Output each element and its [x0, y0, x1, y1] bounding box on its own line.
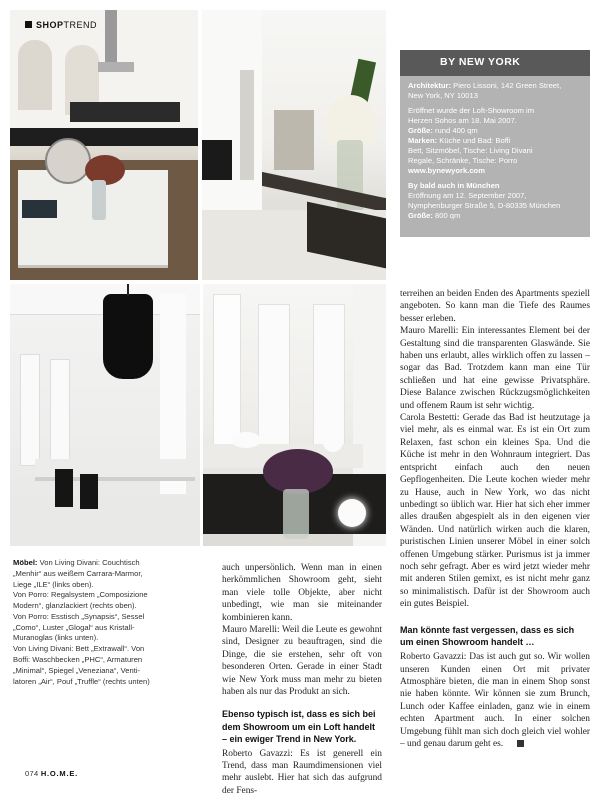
info-opened-1: Eröffnet wurde der Loft-Showroom im	[408, 106, 535, 116]
paragraph: Mauro Marelli: Weil die Leute es gewohnt sind, Designer zu beauftragen, sind die Dinge, die sie erstehen, sehr oft von besonderen Orten. Gerade in einer Stadt wie New York muss man mehr zu bieten haben als nur das Produkt an sich.	[222, 625, 382, 698]
interview-question: Ebenso typisch ist, dass es sich bei dem Showroom um ein Loft handelt – ein ewiger Trend in New York.	[222, 709, 376, 744]
paragraph: Mauro Marelli: Ein interessantes Element bei der Gestaltung sind die transparenten Glaswände. Sie haben uns erlaubt, alles wirklich offen zu lassen – sogar das Bad. Trotzdem kann man eine Tür schließen und hat eine gewisse Privatsphäre. Diese Balance zwischen Rückzugsmöglichkeiten und offenem Raum ist sehr wichtig.	[400, 326, 590, 411]
text-column-right-lower	[400, 614, 590, 750]
photo-bedroom-bottom-right	[203, 284, 386, 546]
info-brands: Marken: Küche und Bad: Boffi	[408, 135, 511, 145]
furniture-caption: Möbel: Von Living Divani: Couchtisch „Menhir“ aus weißem Carrara-Marmor, Liege „ILE“ (links oben). Von Porro: Regalsystem „Composizione Modern“, glanzlackiert (rechts oben). Von Porro: Esstisch „Synapsis“, Sessel „Como“, Luster „Glogal“ aus Kristall- Muranoglas (links unten). Von Living Divani: Bett „Extrawall“. Von Boffi: Waschbecken „PHC“, Armaturen „Minimal“, Spiegel „Veneziana“, Venti- latoren „Air“, Pouf „Truffle“ (rechts unten)	[13, 558, 150, 686]
info-box	[400, 50, 590, 237]
info-munich-1: Eröffnung am 12. September 2007,	[408, 191, 527, 201]
info-munich-2: Nymphenburger Straße 5, D-80335 München	[408, 201, 561, 211]
header-shop: SHOP	[36, 20, 64, 30]
photo-dining-bottom-left	[10, 284, 200, 546]
header-trend: TREND	[63, 20, 98, 30]
info-munich-size: Größe: 800 qm	[408, 210, 461, 220]
info-architect: Architektur: Piero Lissoni, 142 Green Street,	[408, 80, 562, 90]
info-size: Größe: rund 400 qm	[408, 126, 478, 136]
page-footer	[25, 769, 78, 778]
magazine-name: H.O.M.E.	[40, 769, 79, 778]
section-header	[25, 20, 97, 30]
info-website[interactable]: www.bynewyork.com	[408, 165, 485, 175]
paragraph: terreihen an beiden Enden des Apartments speziell angeboten. So kann man die Tiefe des Raumes besser erleben.	[400, 289, 590, 324]
info-box-title: BY NEW YORK	[400, 50, 590, 76]
end-mark-icon	[517, 740, 524, 747]
interview-question: Man könnte fast vergessen, dass es sich um einen Showroom handelt …	[400, 625, 575, 648]
info-munich-head: By bald auch in München	[408, 181, 500, 191]
info-brands-3: Regale, Schränke, Tische: Porro	[408, 155, 518, 165]
paragraph: Carola Bestetti: Gerade das Bad ist heutzutage ja viel mehr, als es einmal war. Es ist ein Ort zum Relaxen, fast schon ein kleines Spa. Und die Küche ist mehr in den Wohnraum integriert. Das entspricht einfach auch den neuen Gepflogenheiten. Die Leute kochen wieder mehr zu Hause, auch in New York, wo das nicht unbedingt so üblich war. Hier hat sich eher immer alles draußen abgespielt als in den eigenen vier Wänden. Und natürlich wirken auch die klaren, puristischen Linien unserer Möbel in einer solch offenen Umgebung stärker. Purismus ist ja immer noch sehr gefragt. Aber es wird jetzt wieder mehr mit anderen Stilen gemixt, es ist nicht mehr ganz so minimalistisch. Dafür ist der Showroom auch ein gutes Beispiel.	[400, 413, 590, 610]
photo-living-room-top-left	[10, 10, 198, 280]
info-brands-2: Bett, Sitzmöbel, Tische: Living Divani	[408, 145, 533, 155]
photo-shelving-top-right	[202, 10, 386, 280]
info-address: New York, NY 10013	[408, 90, 478, 100]
page-number: 074	[25, 769, 39, 778]
caption-label: Möbel:	[13, 558, 38, 567]
paragraph: Roberto Gavazzi: Es ist generell ein Trend, dass man Raumdimensionen viel mehr auslebt. Hier hat sich das aufgrund der Fens-	[222, 748, 382, 796]
text-column-middle	[222, 562, 382, 797]
text-column-right	[400, 288, 590, 611]
paragraph: auch unpersönlich. Wenn man in einen herkömmlichen Showroom geht, sieht man viele tolle Objekte, aber nicht unbedingt, wie man sie miteinander kombinieren kann.	[222, 563, 382, 623]
paragraph: Roberto Gavazzi: Das ist auch gut so. Wir wollen unseren Kunden einen Ort mit privater Atmosphäre bieten, die man in einem Shop sonst nie haben könnte. Wir können sie zum Brunch, Lunch oder Kaffee einladen, ganz wie in einem echten Apartment auch. In einer solchen Umgebung fühlt man sich doch gleich viel wohler – und genau darum geht es.	[400, 652, 590, 749]
header-square-icon	[25, 21, 32, 28]
info-opened-2: Herzen Sohos am 18. Mai 2007.	[408, 116, 517, 126]
